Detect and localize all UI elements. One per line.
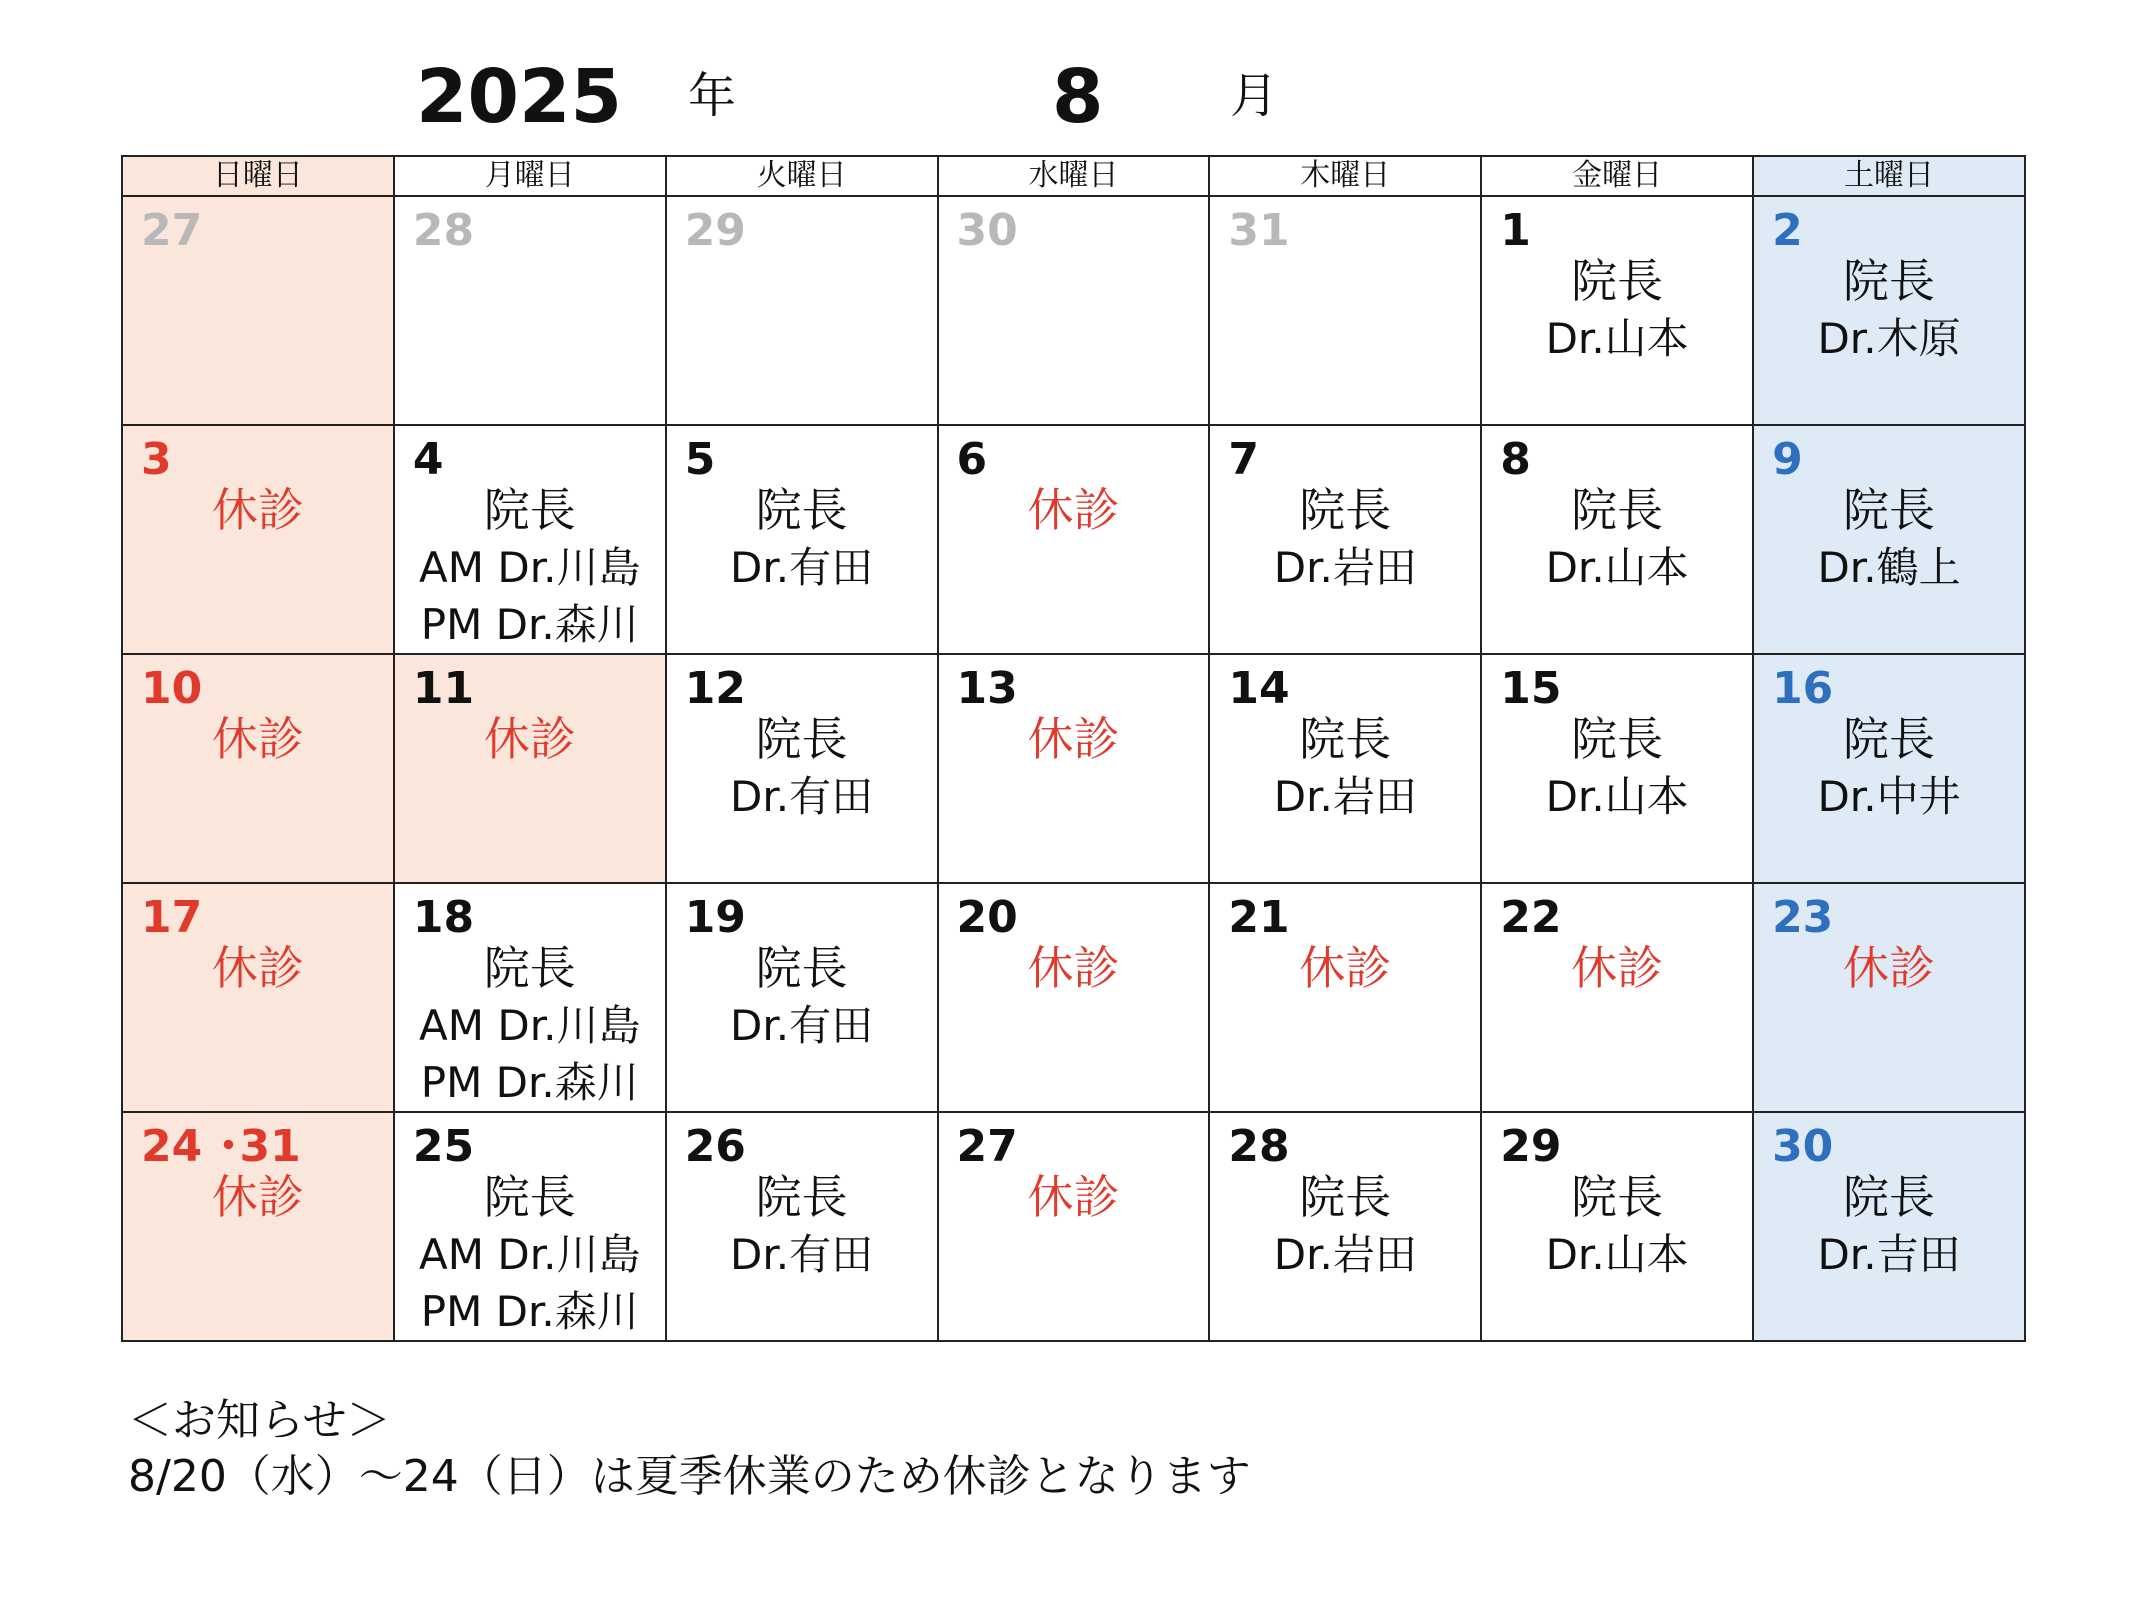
calendar-day-cell (666, 1112, 938, 1341)
day-schedule (1210, 1169, 1480, 1283)
day-number: 9 (1772, 434, 1803, 485)
day-schedule (667, 482, 937, 596)
weekday-header-monday: 月曜日 (394, 156, 666, 196)
closed-label: 休診 (483, 712, 576, 766)
director-label: 院長 (755, 941, 848, 995)
day-schedule (939, 1169, 1209, 1226)
day-number: 29 (1500, 1121, 1562, 1172)
day-number: 14 (1228, 663, 1290, 714)
day-number: 4 (412, 434, 444, 485)
day-schedule (1482, 940, 1752, 997)
director-label: 院長 (1843, 254, 1936, 308)
day-number: 28 (1228, 1121, 1290, 1172)
calendar-day-cell (394, 425, 666, 654)
doctor-label: Dr.山本 (1545, 314, 1689, 363)
day-number: 17 (141, 892, 203, 943)
closed-label: 休診 (1027, 483, 1120, 537)
day-schedule (939, 711, 1209, 768)
year-value: 2025 (416, 54, 622, 140)
doctor-label: AM Dr.川島 (419, 1230, 641, 1279)
doctor-label: PM Dr.森川 (420, 1058, 639, 1107)
calendar-day-cell (122, 654, 394, 883)
doctor-label: Dr.有田 (730, 1230, 874, 1279)
doctor-label: Dr.山本 (1545, 1230, 1689, 1279)
director-label: 院長 (1299, 1170, 1392, 1224)
day-number: 29 (684, 205, 746, 256)
day-schedule (1754, 940, 2024, 997)
weekday-header-tuesday: 火曜日 (666, 156, 938, 196)
doctor-label: Dr.岩田 (1273, 543, 1417, 592)
closed-label: 休診 (1027, 941, 1120, 995)
day-number: 7 (1228, 434, 1259, 485)
day-schedule (395, 940, 665, 1111)
day-number: 19 (684, 892, 746, 943)
day-number: 30 (956, 205, 1018, 256)
closed-label: 休診 (211, 1170, 304, 1224)
day-schedule (667, 1169, 937, 1283)
day-schedule (1754, 482, 2024, 596)
day-number: 28 (412, 205, 475, 256)
calendar-day-cell (1481, 1112, 1753, 1341)
calendar-week-row (122, 883, 2025, 1112)
doctor-label: AM Dr.川島 (419, 1001, 641, 1050)
director-label: 院長 (1571, 1170, 1664, 1224)
day-schedule (1482, 253, 1752, 367)
calendar-week-row (122, 654, 2025, 883)
doctor-label: Dr.有田 (730, 1001, 874, 1050)
director-label: 院長 (1843, 712, 1936, 766)
director-label: 院長 (483, 1170, 576, 1224)
day-schedule (1482, 1169, 1752, 1283)
day-schedule (939, 482, 1209, 539)
calendar-body (122, 196, 2025, 1341)
day-number: 20 (956, 892, 1018, 943)
director-label: 院長 (755, 483, 848, 537)
director-label: 院長 (483, 941, 576, 995)
calendar-week-row (122, 425, 2025, 654)
day-schedule (1482, 482, 1752, 596)
day-schedule (1754, 711, 2024, 825)
calendar-day-cell (1209, 196, 1481, 425)
calendar-day-cell (1753, 883, 2025, 1112)
day-number: 6 (956, 434, 988, 485)
doctor-label: Dr.岩田 (1273, 1230, 1417, 1279)
doctor-label: Dr.有田 (730, 772, 874, 821)
day-schedule (123, 940, 393, 997)
calendar-day-cell (394, 1112, 666, 1341)
calendar-day-cell (938, 654, 1210, 883)
weekday-header-row (122, 156, 2025, 196)
calendar-day-cell (394, 196, 666, 425)
calendar-day-cell (122, 1112, 394, 1341)
day-number: 1 (1500, 205, 1531, 256)
doctor-label: Dr.山本 (1545, 772, 1689, 821)
director-label: 院長 (1299, 483, 1392, 537)
closed-label: 休診 (1027, 1170, 1120, 1224)
weekday-header-wednesday: 水曜日 (938, 156, 1210, 196)
day-schedule (123, 1169, 393, 1226)
calendar-day-cell (122, 196, 394, 425)
calendar-day-cell (1209, 654, 1481, 883)
director-label: 院長 (1571, 254, 1664, 308)
calendar-day-cell (1209, 1112, 1481, 1341)
calendar-day-cell (1481, 883, 1753, 1112)
doctor-label: Dr.鶴上 (1817, 543, 1961, 592)
day-number: 31 (1228, 205, 1290, 256)
calendar-day-cell (666, 425, 938, 654)
calendar-day-cell (122, 883, 394, 1112)
notice-title: ＜お知らせ＞ (128, 1395, 391, 1446)
doctor-label: Dr.吉田 (1817, 1230, 1961, 1279)
day-schedule (395, 482, 665, 653)
doctor-label: AM Dr.川島 (419, 543, 641, 592)
day-schedule (667, 940, 937, 1054)
director-label: 院長 (1299, 712, 1392, 766)
weekday-header-friday: 金曜日 (1481, 156, 1753, 196)
calendar-day-cell (938, 425, 1210, 654)
closed-label: 休診 (1843, 941, 1936, 995)
notice-body: 8/20（水）～24（日）は夏季休業のため休診となります (128, 1451, 1251, 1502)
calendar-week-row (122, 1112, 2025, 1341)
day-number: 5 (684, 434, 716, 485)
day-number: 12 (684, 663, 746, 714)
doctor-label: Dr.木原 (1817, 314, 1961, 363)
doctor-label: PM Dr.森川 (420, 600, 639, 649)
day-number: 3 (141, 434, 172, 485)
director-label: 院長 (1571, 712, 1664, 766)
weekday-header-sunday: 日曜日 (122, 156, 394, 196)
weekday-header-thursday: 木曜日 (1209, 156, 1481, 196)
calendar-week-row (122, 196, 2025, 425)
calendar-day-cell (1753, 425, 2025, 654)
day-schedule (1754, 253, 2024, 367)
calendar-day-cell (938, 1112, 1210, 1341)
calendar-day-cell (938, 883, 1210, 1112)
calendar-day-cell (394, 883, 666, 1112)
day-schedule (1482, 711, 1752, 825)
director-label: 院長 (1571, 483, 1664, 537)
calendar-day-cell (1481, 425, 1753, 654)
day-schedule (123, 482, 393, 539)
day-number: 8 (1500, 434, 1531, 485)
day-schedule (123, 711, 393, 768)
calendar-day-cell (1209, 425, 1481, 654)
day-schedule (1754, 1169, 2024, 1283)
calendar-day-cell (1481, 196, 1753, 425)
day-number: 11 (412, 663, 475, 714)
doctor-label: Dr.山本 (1545, 543, 1689, 592)
director-label: 院長 (1843, 1170, 1936, 1224)
month-unit-label: 月 (1230, 68, 1279, 124)
calendar-day-cell (666, 196, 938, 425)
year-unit-label: 年 (688, 68, 737, 124)
director-label: 院長 (755, 712, 848, 766)
day-number: 24 ･31 (141, 1121, 301, 1172)
day-number: 30 (1772, 1121, 1834, 1172)
calendar-day-cell (1753, 654, 2025, 883)
day-schedule (939, 940, 1209, 997)
closed-label: 休診 (1027, 712, 1120, 766)
day-schedule (667, 711, 937, 825)
doctor-label: PM Dr.森川 (420, 1287, 639, 1336)
day-number: 13 (956, 663, 1018, 714)
calendar-day-cell (666, 654, 938, 883)
calendar-day-cell (394, 654, 666, 883)
day-schedule (395, 1169, 665, 1340)
closed-label: 休診 (211, 712, 304, 766)
closed-label: 休診 (211, 483, 304, 537)
calendar-day-cell (1481, 654, 1753, 883)
day-number: 16 (1772, 663, 1834, 714)
month-value: 8 (1052, 54, 1104, 140)
day-schedule (1210, 482, 1480, 596)
weekday-header-saturday: 土曜日 (1753, 156, 2025, 196)
doctor-label: Dr.中井 (1817, 772, 1961, 821)
closed-label: 休診 (211, 941, 304, 995)
day-schedule (395, 711, 665, 768)
director-label: 院長 (1843, 483, 1936, 537)
closed-label: 休診 (1299, 941, 1392, 995)
calendar-day-cell (1753, 1112, 2025, 1341)
day-number: 25 (412, 1121, 475, 1172)
day-number: 18 (412, 892, 475, 943)
day-number: 21 (1228, 892, 1290, 943)
day-schedule (1210, 711, 1480, 825)
doctor-label: Dr.岩田 (1273, 772, 1417, 821)
day-number: 22 (1500, 892, 1562, 943)
calendar-day-cell (1753, 196, 2025, 425)
director-label: 院長 (483, 483, 576, 537)
director-label: 院長 (755, 1170, 848, 1224)
day-number: 23 (1772, 892, 1834, 943)
doctor-label: Dr.有田 (730, 543, 874, 592)
closed-label: 休診 (1571, 941, 1664, 995)
day-number: 15 (1500, 663, 1562, 714)
calendar-day-cell (666, 883, 938, 1112)
calendar-table (121, 155, 2026, 1342)
day-number: 2 (1772, 205, 1803, 256)
day-number: 27 (956, 1121, 1018, 1172)
calendar-day-cell (1209, 883, 1481, 1112)
day-number: 27 (141, 205, 203, 256)
day-schedule (1210, 940, 1480, 997)
day-number: 26 (684, 1121, 746, 1172)
calendar-day-cell (122, 425, 394, 654)
day-number: 10 (141, 663, 203, 714)
calendar-day-cell (938, 196, 1210, 425)
